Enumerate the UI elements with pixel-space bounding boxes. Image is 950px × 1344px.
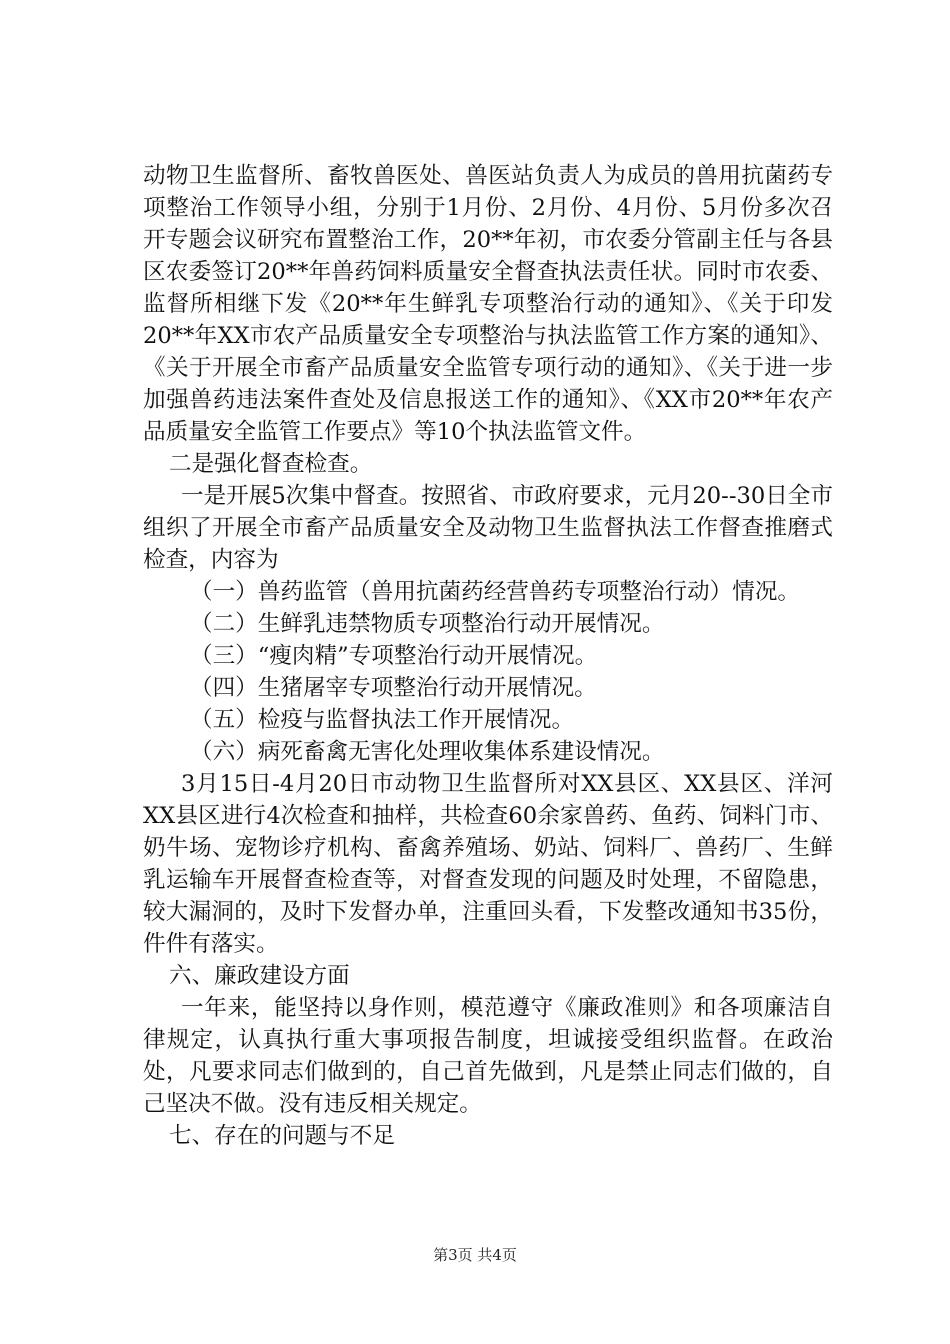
page-footer: 第3页 共4页 bbox=[433, 1246, 517, 1264]
list-item-4: （四）生猪屠宰专项整治行动开展情况。 bbox=[190, 675, 597, 701]
heading-problems: 七、存在的问题与不足 bbox=[169, 1123, 395, 1149]
paragraph-march-checks: 3月15日-4月20日市动物卫生监督所对XX县区、XX县区、洋河XX县区进行4次检查和抽样，共检查60余家兽药、鱼药、饲料门市、奶牛场、宠物诊疗机构、畜禽养殖场、奶站、饲料厂、兽药厂、生鲜乳运输车开展督查检查等，对督查发现的问题及时处理，不留隐患，较大漏洞的，及时下发督办单，注重回头看，下发整改通知书35份，件件有落实。 bbox=[143, 771, 833, 957]
heading-strengthen-inspection: 二是强化督查检查。 bbox=[169, 451, 373, 477]
list-item-1: （一）兽药监管（兽用抗菌药经营兽药专项整治行动）情况。 bbox=[190, 579, 801, 605]
list-item-3: （三）“瘦肉精”专项整治行动开展情况。 bbox=[190, 643, 598, 669]
paragraph-integrity: 一年来，能坚持以身作则，模范遵守《廉政准则》和各项廉洁自律规定，认真执行重大事项报告制度，坦诚接受组织监督。在政治处，凡要求同志们做到的，自己首先做到，凡是禁止同志们做的，自己坚决不做。没有违反相关规定。 bbox=[143, 995, 833, 1117]
document-body bbox=[143, 160, 833, 1152]
heading-integrity: 六、廉政建设方面 bbox=[169, 963, 350, 989]
list-item-6: （六）病死畜禽无害化处理收集体系建设情况。 bbox=[190, 739, 665, 765]
list-item-2: （二）生鲜乳违禁物质专项整治行动开展情况。 bbox=[190, 611, 665, 637]
paragraph-leaders-group: 动物卫生监督所、畜牧兽医处、兽医站负责人为成员的兽用抗菌药专项整治工作领导小组，分别于1月份、2月份、4月份、5月份多次召开专题会议研究布置整治工作，20**年初，市农委分管副主任与各县区农委签订20**年兽药饲料质量安全督查执法责任状。同时市农委、监督所相继下发《20**年生鲜乳专项整治行动的通知》、《关于印发20**年XX市农产品质量安全专项整治与执法监管工作方案的通知》、《关于开展全市畜产品质量安全监管专项行动的通知》、《关于进一步加强兽药违法案件查处及信息报送工作的通知》、《XX市20**年农产品质量安全监管工作要点》等10个执法监管文件。 bbox=[143, 163, 833, 445]
paragraph-five-inspections: 一是开展5次集中督查。按照省、市政府要求，元月20--30日全市组织了开展全市畜产品质量安全及动物卫生监督执法工作督查推磨式检查，内容为 bbox=[143, 483, 833, 573]
list-item-5: （五）检疫与监督执法工作开展情况。 bbox=[190, 707, 575, 733]
